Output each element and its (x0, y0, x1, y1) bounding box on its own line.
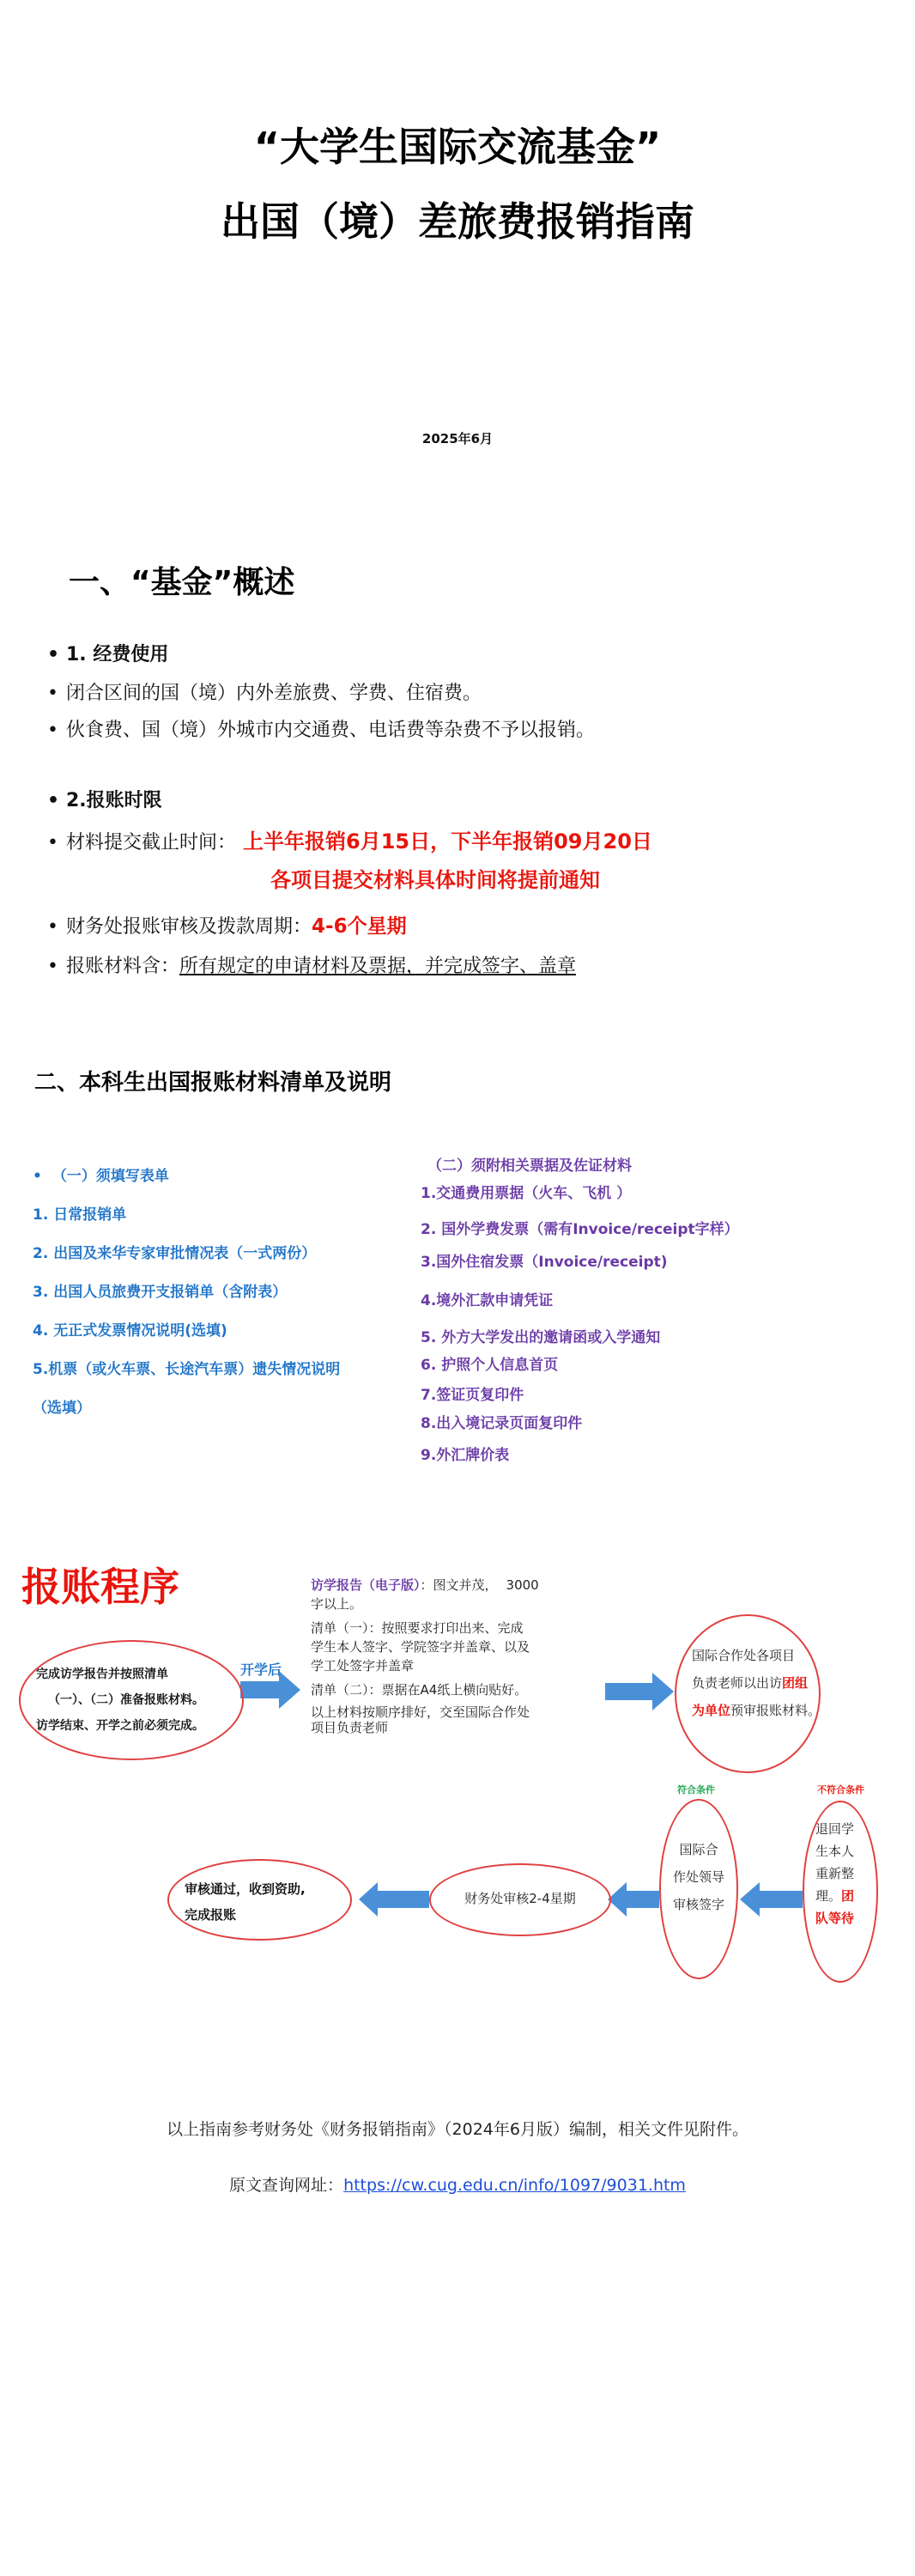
form-item: 5.机票（或火车票、长途汽车票）遗失情况说明 (33, 1361, 341, 1378)
receipt-item: 3.国外住宿发票（Invoice/receipt) (421, 1254, 668, 1271)
submission-instructions: 访学报告（电子版）：图文并茂， 3000 字以上。 清单（一）：按照要求打印出来、完成 学生本人签字、学院签字并盖章、以及 学工处签字并盖章 清单（二）：票据在A4纸上横向贴好。 以上材料按顺序排好，交至国际合作处 项目负责老师 (311, 1577, 539, 1735)
deadline-note: 各项目提交材料具体时间将提前通知 (270, 868, 600, 892)
form-item: （选填） (33, 1400, 91, 1417)
receipt-item: 7.签证页复印件 (421, 1387, 524, 1404)
receipt-item: 4.境外汇款申请凭证 (421, 1292, 554, 1309)
section-1-heading: 一、“基金”概述 (69, 565, 295, 600)
source-url-link[interactable]: https://cw.cug.edu.cn/info/1097/9031.htm (343, 2176, 686, 2195)
form-item: 4. 无正式发票情况说明(选填) (33, 1322, 227, 1340)
period-title: • 2.报账时限 (47, 790, 162, 811)
pass-condition-label: 符合条件 (677, 1784, 715, 1795)
receipts-title: （二）须附相关票据及佐证材料 (427, 1157, 632, 1175)
document-date: 2025年6月 (421, 431, 494, 447)
receipt-item: 2. 国外学费发票（需有Invoice/receipt字样） (421, 1221, 739, 1238)
deadline-row: • 材料提交截止时间： 上半年报销6月15日，下半年报销09月20日 (47, 829, 652, 854)
review-row: • 财务处报账审核及拨款周期：4-6个星期 (47, 915, 407, 938)
title-line-2: 出国（境）差旅费报销指南 (221, 198, 694, 245)
receipt-item: 9.外汇牌价表 (421, 1447, 510, 1464)
process-title: 报账程序 (21, 1564, 179, 1610)
step-finance-review-text: 财务处审核2-4星期 (464, 1891, 576, 1906)
step-return-text: 退回学 生本人 重新整 理。团 队等待 (815, 1821, 855, 1926)
forms-title: • （一）须填写表单 (33, 1168, 169, 1185)
form-item: 2. 出国及来华专家审批情况表（一式两份） (33, 1245, 317, 1262)
arrow-left-3 (359, 1882, 429, 1917)
arrow-left-2 (608, 1882, 659, 1917)
arrow-right-2 (605, 1673, 674, 1710)
step-precheck-text: 国际合作处各项目 负责老师以出访团组 为单位预审报账材料。 (692, 1648, 821, 1718)
receipt-item: 5. 外方大学发出的邀请函或入学通知 (421, 1329, 661, 1346)
receipt-item: 8.出入境记录页面复印件 (421, 1415, 583, 1432)
section-2-heading: 二、本科生出国报账材料清单及说明 (34, 1070, 392, 1096)
receipt-item: 6. 护照个人信息首页 (421, 1357, 559, 1374)
materials-row: • 报账材料含：所有规定的申请材料及票据，并完成签字、盖章 (47, 956, 577, 977)
title-line-1: “大学生国际交流基金” (253, 124, 662, 170)
reference-note: 以上指南参考财务处《财务报销指南》（2024年6月版）编制，相关文件见附件。 (167, 2120, 748, 2139)
fail-condition-label: 不符合条件 (817, 1784, 864, 1795)
source-url-row: 原文查询网址：https://cw.cug.edu.cn/info/1097/9031.htm (229, 2176, 686, 2195)
usage-item: • 闭合区间的国（境）内外差旅费、学费、住宿费。 (47, 683, 482, 704)
usage-item: • 伙食费、国（境）外城市内交通费、电话费等杂费不予以报销。 (47, 720, 596, 741)
arrow-left-1 (740, 1882, 803, 1917)
usage-title: • 1. 经费使用 (47, 644, 169, 665)
after-semester-label: 开学后 (240, 1662, 282, 1678)
step-complete-text: 审核通过，收到资助, 完成报账 (185, 1881, 306, 1923)
step-leader-approval-text: 国际合 作处领导 审核签字 (672, 1842, 724, 1912)
receipt-item: 1.交通费用票据（火车、飞机 ） (421, 1185, 632, 1202)
form-item: 3. 出国人员旅费开支报销单（含附表） (33, 1284, 288, 1301)
step-prepare-text: 完成访学报告并按照清单 （一）、（二）准备报账材料。 访学结束、开学之前必须完成。 (36, 1668, 204, 1733)
form-item: 1. 日常报销单 (33, 1206, 127, 1224)
